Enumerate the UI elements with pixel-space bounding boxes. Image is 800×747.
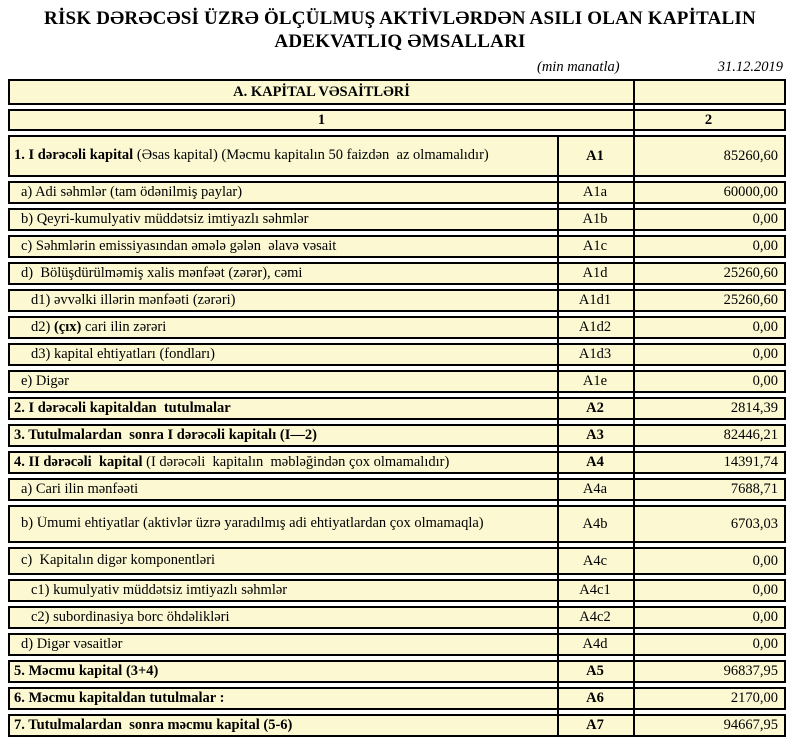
unit-note: (min manatla) [537,59,620,75]
row-label-rest: cari ilin zərəri [81,319,167,335]
page-title-line1: RİSK DƏRƏCƏSİ ÜZRƏ ÖLÇÜLMUŞ AKTİVLƏRDƏN ASILI OLAN KAPİTALIN [44,8,756,29]
row-code: A4a [582,481,608,497]
meta-line [0,53,800,79]
table-row-a1b [8,208,786,231]
row-code: A4d [582,636,608,652]
row-label-bold: 3. Tutulmalardan sonra I dərəcəli kapitalı (I—2) [14,427,317,443]
row-value: 14391,74 [723,454,778,470]
row-label: d1) əvvəlki illərin mənfəəti (zərəri) [31,292,236,308]
row-code: A1a [582,184,608,200]
row-label: b) Ümumi ehtiyatlar (aktivlər üzrə yaradılmış adi ehtiyatlardan çox olmamaqla) [21,516,484,532]
row-code: A4c [582,552,608,569]
row-label-rest: (I dərəcəli kapitalın məbləğindən çox olmamalıdır) [142,454,450,470]
column-number-row [8,109,786,131]
row-label: e) Digər [21,373,69,389]
table-row-a1d2 [8,316,786,339]
row-label [10,718,557,734]
row-code: A1d [582,265,608,281]
row-value: 60000,00 [723,184,778,200]
row-label-bold: 1. I dərəcəli kapital [14,148,134,164]
row-label-rest: (Əsas kapital) (Məcmu kapitalın 50 faizdən az olmamalıdır) [133,148,489,164]
row-code: A1c [582,238,608,254]
row-label [10,401,557,417]
row-label: d3) kapital ehtiyatları (fondları) [31,346,215,362]
row-code: A1e [582,373,608,389]
table-row-a1d3 [8,343,786,366]
row-value: 0,00 [752,582,778,598]
row-label [10,664,557,680]
section-header-row [8,79,786,105]
row-value: 82446,21 [723,427,778,443]
capital-table [8,79,786,737]
table-row-a1e [8,370,786,393]
table-row-a4 [8,451,786,474]
row-label [10,691,557,707]
row-value: 0,00 [752,609,778,625]
row-code: A2 [586,400,604,416]
row-label [10,428,557,444]
row-code: A5 [586,663,604,679]
row-code: A1 [586,147,604,164]
row-label: c) Kapitalın digər komponentləri [21,553,216,569]
row-value: 96837,95 [723,663,778,679]
row-code: A1d1 [578,292,612,308]
row-value: 0,00 [752,346,778,362]
table-row-a1d [8,262,786,285]
row-value: 0,00 [752,238,778,254]
table-row-a2 [8,397,786,420]
row-value: 2814,39 [730,400,778,416]
row-code: A4 [586,454,604,470]
row-code: A4c1 [579,582,611,598]
table-row-a4c [8,547,786,575]
row-code: A3 [586,427,604,443]
row-value: 0,00 [752,552,778,569]
row-value: 94667,95 [723,717,778,733]
row-code: A1d2 [578,319,612,335]
row-label: c) Səhmlərin emissiyasından əmələ gələn əlavə vəsait [21,238,337,254]
row-label: a) Adi səhmlər (tam ödənilmiş paylar) [21,184,243,200]
table-row-a4a [8,478,786,501]
row-label: c2) subordinasiya borc öhdəlikləri [31,609,230,625]
row-value: 25260,60 [723,292,778,308]
row-label: c1) kumulyativ müddətsiz imtiyazlı səhmlər [31,582,288,598]
column-header-2: 2 [704,111,713,128]
row-code: A1d3 [578,346,612,362]
page-title [0,7,800,53]
row-label-pre: d2) [31,319,54,335]
table-row-a1d1 [8,289,786,312]
report-page [0,7,800,747]
column-header-1: 1 [317,111,326,128]
table-row-a4d [8,633,786,656]
row-label: b) Qeyri-kumulyativ müddətsiz imtiyazlı səhmlər [21,211,309,227]
row-label [10,455,557,471]
row-label-bold: 2. I dərəcəli kapitaldan tutulmalar [14,400,231,416]
row-value: 0,00 [752,319,778,335]
row-label: d) Bölüşdürülməmiş xalis mənfəət (zərər), cəmi [21,265,303,281]
row-code: A4c2 [579,609,611,625]
row-value: 85260,60 [723,147,778,164]
row-value: 7688,71 [730,481,778,497]
table-row-a4b [8,505,786,543]
table-row-a6 [8,687,786,710]
row-code: A7 [586,717,604,733]
table-row-a3 [8,424,786,447]
row-label [10,148,557,164]
page-title-line2: ADEKVATLIQ ƏMSALLARI [274,31,526,52]
row-label-bold: 6. Məcmu kapitaldan tutulmalar : [14,690,225,706]
table-row-a1c [8,235,786,258]
table-row-a1a [8,181,786,204]
row-label-bold: 7. Tutulmalardan sonra məcmu kapital (5-6) [14,717,293,733]
table-row-a7 [8,714,786,737]
row-value: 2170,00 [730,690,778,706]
row-label-bold: 5. Məcmu kapital (3+4) [14,663,159,679]
row-label-bold: (çıx) [53,319,82,335]
report-date: 31.12.2019 [717,59,783,75]
row-label [10,320,557,336]
section-header-label: A. KAPİTAL VƏSAİTLƏRİ [233,83,410,100]
table-row-a4c1 [8,579,786,602]
row-label-bold: 4. II dərəcəli kapital [14,454,143,470]
column-separator-code-value [633,79,635,737]
row-value: 25260,60 [723,265,778,281]
row-value: 0,00 [752,636,778,652]
row-label: d) Digər vəsaitlər [21,636,123,652]
row-value: 0,00 [752,211,778,227]
table-row-a5 [8,660,786,683]
row-code: A1b [582,211,608,227]
row-code: A6 [586,690,604,706]
row-label: a) Cari ilin mənfəəti [21,481,139,497]
row-value: 0,00 [752,373,778,389]
table-row-a4c2 [8,606,786,629]
column-separator-desc-code [557,135,559,737]
row-code: A4b [582,515,608,532]
row-value: 6703,03 [730,515,778,532]
table-row-a1 [8,135,786,177]
